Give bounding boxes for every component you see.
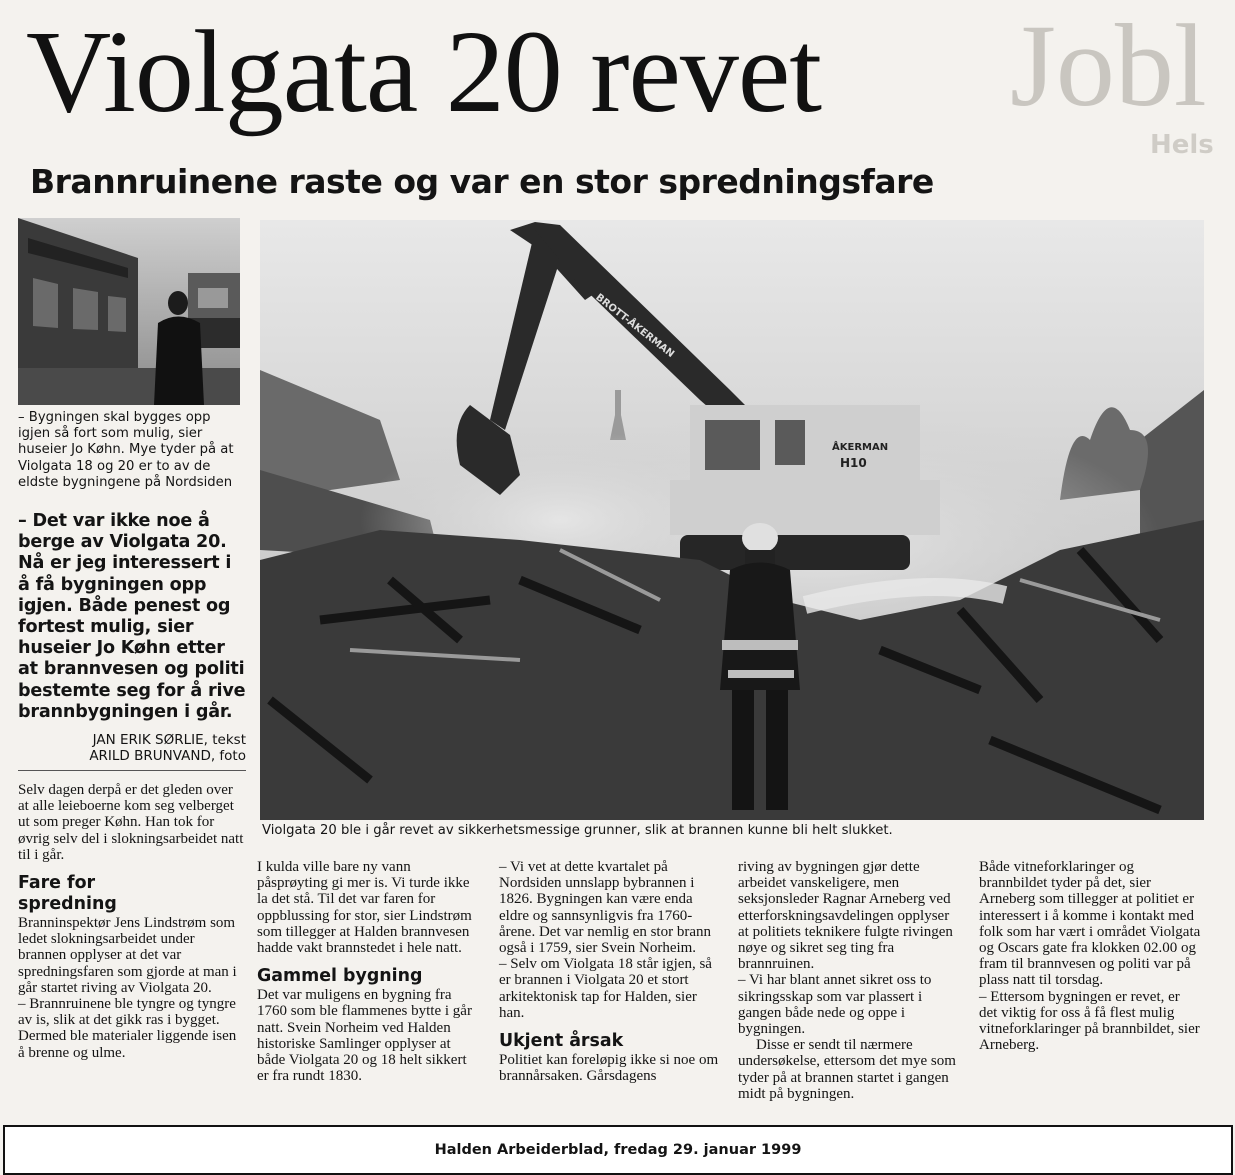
subheadline: Brannruinene raste og var en stor spredningsfare — [30, 162, 934, 201]
headline: Violgata 20 revet — [26, 6, 822, 137]
column-2 — [257, 859, 479, 1084]
col1-paragraph-3: – Brannruinene ble tyngre og tyngre av is, slik at det gikk ras i bygget. Dermed ble materialer liggende isen å brenne og ulme. — [18, 996, 237, 1061]
col1-paragraph-2: Branninspektør Jens Lindstrøm som ledet slokningsarbeidet under brannen opplyser at det var spredningsfaren som gjorde at man i går startet riving av Violgata 20. — [18, 915, 237, 996]
adjacent-article-ghost-subhead: Hels — [1150, 130, 1214, 160]
byline-text-credit: JAN ERIK SØRLIE, tekst — [92, 732, 246, 748]
col1-paragraph-1: Selv dagen derpå er det gleden over at alle leieboerne kom seg velberget ut som preger Køhn. Han tok for øvrig selv del i slokningsarbeidet natt til i går. — [18, 782, 244, 863]
byline-photo-credit: ARILD BRUNVAND, foto — [89, 748, 246, 764]
excavator-model-label: H10 — [840, 456, 867, 470]
col3-paragraph-3: Politiet kan foreløpig ikke si noe om brannårsaken. Gårsdagens — [499, 1052, 719, 1085]
col3-subheading: Ukjent årsak — [499, 1031, 624, 1052]
col1-subheading: Fare for spredning — [18, 873, 117, 915]
adjacent-article-ghost-headline: Jobl — [1010, 0, 1207, 131]
column-3 — [499, 859, 719, 1084]
lead-paragraph: – Det var ikke noe å berge av Violgata 20. Nå er jeg interessert i å få bygningen opp igjen. Både penest og fortest mulig, sier huseier Jo Køhn etter at brannvesen og politi bestemte seg for å rive brannbygningen i går. — [18, 511, 246, 722]
source-footer — [3, 1125, 1233, 1175]
col2-paragraph-1: I kulda ville bare ny vann påsprøyting gi mer is. Vi turde ikke la det stå. Til det var faren for oppblussing for stor, sier Lindstrøm som tillegger at Halden brannvesen hadde vakt brannstedet i hele natt. — [257, 859, 472, 957]
column-4 — [738, 859, 960, 1102]
demolition-photo-image — [260, 220, 1204, 820]
excavator-cab-label: ÅKERMAN — [832, 442, 889, 453]
column-1 — [18, 782, 246, 1061]
col2-paragraph-2: Det var muligens en bygning fra 1760 som ble flammenes bytte i går natt. Svein Norheim ved Halden historiske Samlinger opplyser at både Violgata 20 og 18 helt sikkert er fra rundt 1830. — [257, 987, 472, 1085]
col2-subheading: Gammel bygning — [257, 966, 423, 987]
col4-paragraph-3: Disse er sendt til nærmere undersøkelse, ettersom det mye som tyder på at brannen startet i gangen midt på bygningen. — [738, 1037, 956, 1102]
small-photo-caption: – Bygningen skal bygges opp igjen så fort som mulig, sier huseier Jo Køhn. Mye tyder på at Violgata 18 og 20 er to av de eldste bygningene på Nordsiden — [18, 410, 234, 490]
col4-paragraph-1: riving av bygningen gjør dette arbeidet vanskeligere, men seksjonsleder Ragnar Arneberg ved etterforskningsavdelingen opplyser at politiets teknikere fulgte rivingen nøye og sikret seg ting fra brannruinen. — [738, 859, 953, 973]
owner-photo — [18, 218, 240, 405]
excavator-boom-label: BROTT-ÅKERMAN — [593, 292, 677, 361]
col4-paragraph-2: – Vi har blant annet sikret oss to sikringsskap som var plassert i gangen både nede og oppe i bygningen. — [738, 972, 932, 1038]
byline — [66, 732, 246, 764]
main-photo-caption: Violgata 20 ble i går revet av sikkerhetsmessige grunner, slik at brannen kunne bli helt slukket. — [262, 823, 893, 838]
col3-paragraph-2: – Selv om Violgata 18 står igjen, så er brannen i Violgata 20 et stort arkitektonisk tap for Halden, sier han. — [499, 956, 712, 1021]
column-5 — [979, 859, 1201, 1053]
col5-paragraph-1: Både vitneforklaringer og brannbildet tyder på det, sier Arneberg som tillegger at politiet er interessert i å komme i kontakt med folk som har vært i området Violgata og Oscars gate fra klokken 02.00 og fram til brannvesen og politi var på plass natt til torsdag. — [979, 859, 1201, 989]
col5-paragraph-2: – Ettersom bygningen er revet, er det viktig for oss å få flest mulig vitneforklaringer på brannbildet, sier Arneberg. — [979, 988, 1200, 1054]
source-citation: Halden Arbeiderblad, fredag 29. januar 1999 — [434, 1142, 802, 1158]
col3-paragraph-1: – Vi vet at dette kvartalet på Nordsiden unnslapp bybrannen i 1826. Bygningen kan være enda eldre og sannsynligvis fra 1760-årene. Det var nemlig en stor brann også i 1759, sier Svein Norheim. — [499, 859, 711, 957]
demolition-photo — [260, 220, 1204, 820]
byline-divider — [18, 770, 246, 771]
owner-photo-image — [18, 218, 240, 405]
